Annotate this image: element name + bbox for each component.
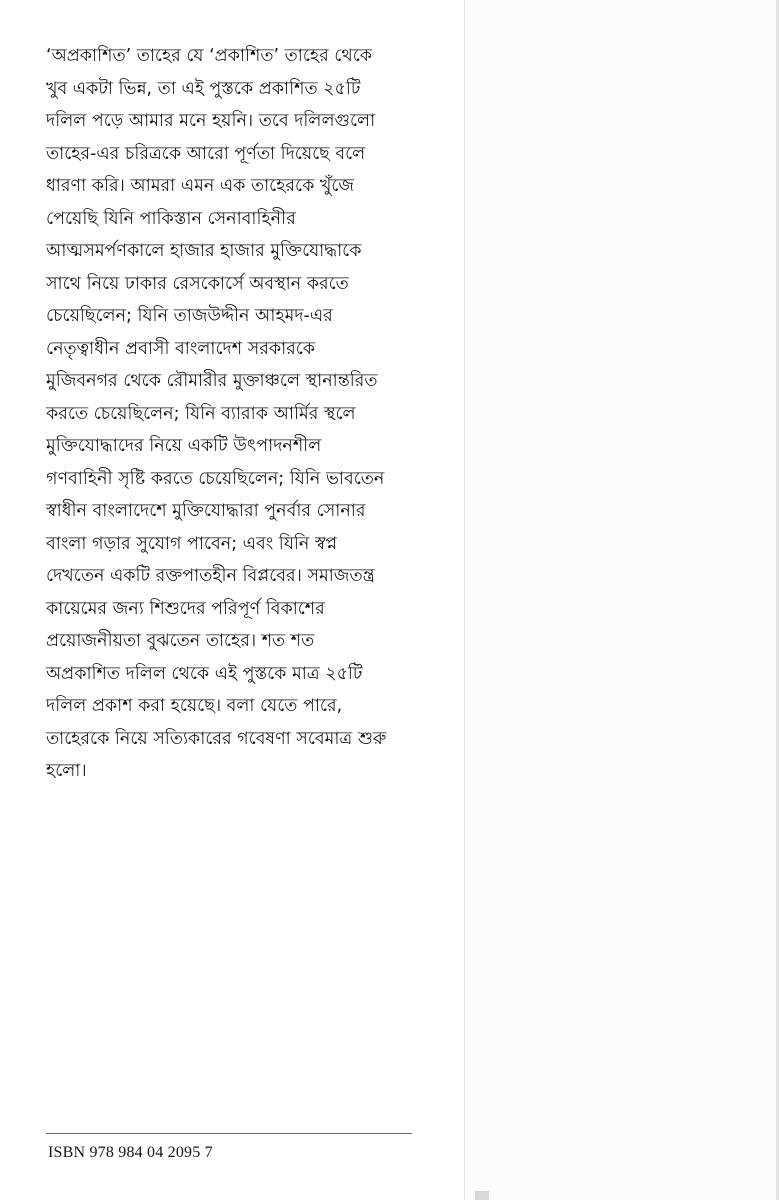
isbn-number: ISBN 978 984 04 2095 7 — [48, 1144, 213, 1161]
blurb-line: কায়েমের জন্য শিশুদের পরিপূর্ণ বিকাশের — [46, 598, 325, 619]
blurb-line: দেখতেন একটি রক্তপাতহীন বিপ্লবের। সমাজতন্ত্র — [46, 566, 375, 586]
blurb-text — [46, 40, 446, 788]
blurb-line: সাথে নিয়ে ঢাকার রেসকোর্সে অবস্থান করতে — [46, 273, 349, 294]
blurb-line: দলিল প্রকাশ করা হয়েছে। বলা যেতে পারে, — [46, 696, 343, 716]
blurb-line: করতে চেয়েছিলেন; যিনি ব্যারাক আর্মির স্থলে — [46, 403, 356, 424]
blurb-line: আত্মসমর্পণকালে হাজার হাজার মুক্তিযোদ্ধাকে — [46, 241, 362, 261]
blurb-line: গণবাহিনী সৃষ্টি করতে চেয়েছিলেন; যিনি ভাবতেন — [46, 468, 385, 489]
isbn-divider — [46, 1133, 412, 1134]
scan-mark — [475, 1191, 489, 1200]
blurb-line: তাহের-এর চরিত্রকে আরো পূর্ণতা দিয়েছে বলে — [46, 143, 366, 164]
blurb-line: অপ্রকাশিত দলিল থেকে এই পুস্তকে মাত্র ২৫টি — [46, 663, 363, 684]
blurb-line: চেয়েছিলেন; যিনি তাজউদ্দীন আহমদ-এর — [46, 306, 333, 326]
blurb-line: বাংলা গড়ার সুযোগ পাবেন; এবং যিনি স্বপ্ন — [46, 533, 338, 554]
blurb-line: তাহেরকে নিয়ে সত্যিকারের গবেষণা সবেমাত্র শুরু — [46, 728, 387, 749]
blurb-line: মুজিবনগর থেকে রৌমারীর মুক্তাঞ্চলে স্থানান্তরিত — [46, 371, 378, 391]
blurb-line: স্বাধীন বাংলাদেশে মুক্তিযোদ্ধারা পুনর্বার সোনার — [46, 501, 366, 521]
blurb-line: প্রয়োজনীয়তা বুঝতেন তাহের। শত শত — [46, 631, 315, 651]
blurb-line: নেতৃত্বাধীন প্রবাসী বাংলাদেশ সরকারকে — [46, 338, 316, 359]
blurb-line: ধারণা করি। আমরা এমন এক তাহেরকে খুঁজে — [46, 176, 355, 196]
blurb-line: মুক্তিযোদ্ধাদের নিয়ে একটি উৎপাদনশীল — [46, 436, 322, 456]
blurb-line: খুব একটা ভিন্ন, তা এই পুস্তকে প্রকাশিত ২৫টি — [46, 78, 361, 99]
blurb-line: দলিল পড়ে আমার মনে হয়নি। তবে দলিলগুলো — [46, 111, 376, 131]
blank-right-panel — [465, 0, 779, 1200]
blurb-line: হলো। — [46, 761, 87, 781]
blurb-line: পেয়েছি যিনি পাকিস্তান সেনাবাহিনীর — [46, 208, 296, 229]
blurb-line: ‘অপ্রকাশিত’ তাহের যে ‘প্রকাশিত’ তাহের থেকে — [46, 46, 372, 66]
